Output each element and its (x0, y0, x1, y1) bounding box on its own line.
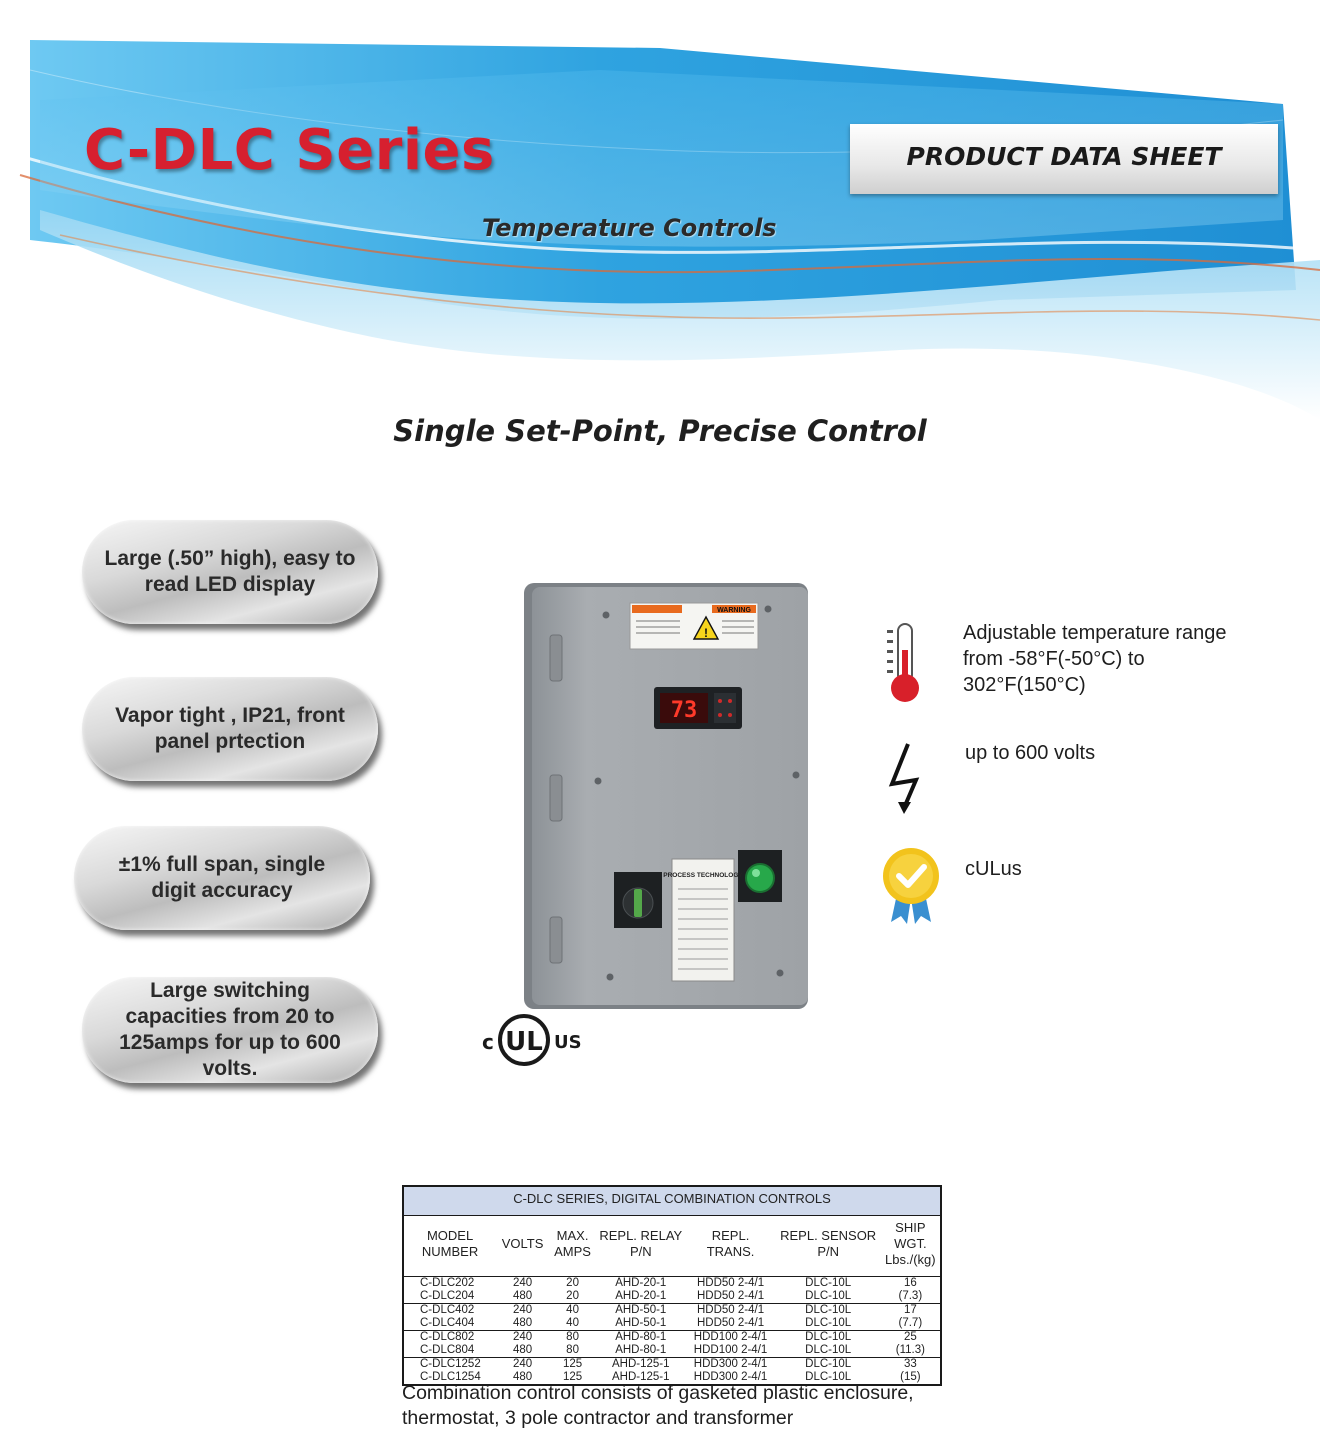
cell-weight: (11.3) (881, 1344, 941, 1358)
cell-trans: HDD50 2-4/1 (685, 1317, 775, 1331)
lightning-icon (886, 742, 926, 816)
page-tagline: Single Set-Point, Precise Control (393, 414, 927, 448)
cell-weight: 33 (903, 1358, 917, 1370)
table-row (403, 1344, 941, 1358)
cell-volts: 480 (496, 1344, 549, 1358)
cell-relay: AHD-125-1 (612, 1358, 670, 1370)
cell-weight: (7.7) (881, 1317, 941, 1331)
cell-sensor: DLC-10L (805, 1304, 852, 1316)
award-badge-icon (879, 846, 943, 926)
header-weight: SHIP WGT. Lbs./(kg) (881, 1216, 941, 1277)
spec-table (402, 1185, 942, 1386)
header-model-text: MODEL NUMBER (421, 1228, 479, 1259)
feature-pill-display (82, 520, 378, 624)
culus-us-mark: US (554, 1032, 582, 1053)
cell-volts: 240 (513, 1277, 533, 1289)
feature-pill-text: ±1% full span, single digit accuracy (118, 853, 326, 902)
cell-amps: 20 (549, 1290, 596, 1304)
cell-model: C-DLC804 (403, 1344, 496, 1358)
cell-model: C-DLC1254 (403, 1371, 496, 1385)
cell-sensor: DLC-10L (805, 1358, 852, 1370)
warning-label-text: WARNING (717, 607, 751, 614)
cell-relay: AHD-125-1 (596, 1371, 685, 1385)
cell-volts: 240 (513, 1304, 533, 1316)
cell-trans: HDD300 2-4/1 (685, 1371, 775, 1385)
table-row (403, 1277, 941, 1291)
cell-trans: HDD50 2-4/1 (696, 1277, 765, 1289)
cell-weight: 25 (903, 1331, 917, 1343)
table-row (403, 1304, 941, 1318)
table-row (403, 1290, 941, 1304)
cell-sensor: DLC-10L (776, 1344, 881, 1358)
feature-pill-text: Vapor tight , IP21, front panel prtection (115, 704, 345, 753)
table-footnote: Combination control consists of gasketed plastic enclosure, thermostat, 3 pole contractor and transformer (402, 1382, 914, 1429)
cell-sensor: DLC-10L (805, 1331, 852, 1343)
header-relay: REPL. RELAY P/N (596, 1216, 685, 1277)
spec-table-wrapper (402, 1185, 942, 1386)
product-data-sheet-badge (850, 124, 1278, 194)
cell-trans: HDD50 2-4/1 (696, 1304, 765, 1316)
culus-c-mark: c (482, 1030, 494, 1054)
cell-amps: 20 (566, 1277, 579, 1289)
cell-volts: 240 (513, 1358, 533, 1370)
feature-pill-switching (82, 977, 378, 1083)
cell-relay: AHD-50-1 (615, 1304, 667, 1316)
feature-pill-text: Large (.50” high), easy to read LED display (104, 547, 356, 596)
table-row (403, 1317, 941, 1331)
cell-trans: HDD100 2-4/1 (693, 1331, 768, 1343)
cell-sensor: DLC-10L (805, 1277, 852, 1289)
feature-pill-vapor-tight (82, 677, 378, 781)
cell-trans: HDD50 2-4/1 (685, 1290, 775, 1304)
cell-sensor: DLC-10L (776, 1317, 881, 1331)
product-enclosure-image (512, 575, 822, 1015)
svg-text:!: ! (704, 626, 708, 640)
cell-model: C-DLC202 (420, 1277, 475, 1289)
culus-ul-mark: UL (505, 1027, 543, 1057)
feature-certification: cULus (965, 858, 1022, 880)
cell-volts: 480 (496, 1371, 549, 1385)
table-title: C-DLC SERIES, DIGITAL COMBINATION CONTROLS (403, 1186, 941, 1216)
cell-weight: (15) (881, 1371, 941, 1385)
cell-amps: 125 (549, 1371, 596, 1385)
cell-volts: 480 (496, 1290, 549, 1304)
cell-weight: (7.3) (881, 1290, 941, 1304)
culus-logo (474, 1012, 584, 1068)
cell-model: C-DLC1252 (420, 1358, 481, 1370)
header-model (403, 1216, 496, 1277)
feature-voltage: up to 600 volts (965, 742, 1096, 764)
badge-label: PRODUCT DATA SHEET (906, 142, 1222, 171)
cell-model: C-DLC802 (420, 1331, 475, 1343)
feature-pill-accuracy (74, 826, 370, 930)
cell-sensor: DLC-10L (776, 1290, 881, 1304)
cell-relay: AHD-20-1 (596, 1290, 685, 1304)
series-title: C-DLC Series (84, 118, 495, 183)
cell-volts: 240 (513, 1331, 533, 1343)
cell-sensor: DLC-10L (776, 1371, 881, 1385)
cell-amps: 40 (549, 1317, 596, 1331)
table-body (403, 1277, 941, 1386)
cell-amps: 40 (566, 1304, 579, 1316)
cell-amps: 125 (562, 1358, 583, 1370)
cell-model: C-DLC404 (403, 1317, 496, 1331)
cell-trans: HDD100 2-4/1 (685, 1344, 775, 1358)
cell-trans: HDD300 2-4/1 (693, 1358, 768, 1370)
header-trans: REPL. TRANS. (685, 1216, 775, 1277)
header-banner (0, 0, 1320, 420)
cell-relay: AHD-80-1 (615, 1331, 667, 1343)
series-subtitle: Temperature Controls (482, 214, 777, 242)
table-row (403, 1331, 941, 1345)
cell-relay: AHD-20-1 (615, 1277, 667, 1289)
table-row (403, 1358, 941, 1372)
header-volts: VOLTS (496, 1216, 549, 1277)
cell-amps: 80 (566, 1331, 579, 1343)
nameplate-brand: PROCESS TECHNOLOGY (663, 872, 743, 879)
cell-relay: AHD-50-1 (596, 1317, 685, 1331)
cell-model: C-DLC204 (403, 1290, 496, 1304)
thermometer-icon (884, 620, 924, 706)
cell-amps: 80 (549, 1344, 596, 1358)
cell-weight: 16 (903, 1277, 917, 1289)
cell-model: C-DLC402 (420, 1304, 475, 1316)
table-header-row (403, 1216, 941, 1277)
feature-temperature-range: Adjustable temperature range from -58°F(-50°C) to 302°F(150°C) (963, 622, 1227, 696)
cell-volts: 480 (496, 1317, 549, 1331)
cell-relay: AHD-80-1 (596, 1344, 685, 1358)
header-sensor: REPL. SENSOR P/N (776, 1216, 881, 1277)
cell-weight: 17 (903, 1304, 917, 1316)
led-display-reading: 73 (670, 698, 698, 723)
header-amps: MAX. AMPS (549, 1216, 596, 1277)
feature-pill-text: Large switching capacities from 20 to 125amps for up to 600 volts. (119, 979, 341, 1080)
